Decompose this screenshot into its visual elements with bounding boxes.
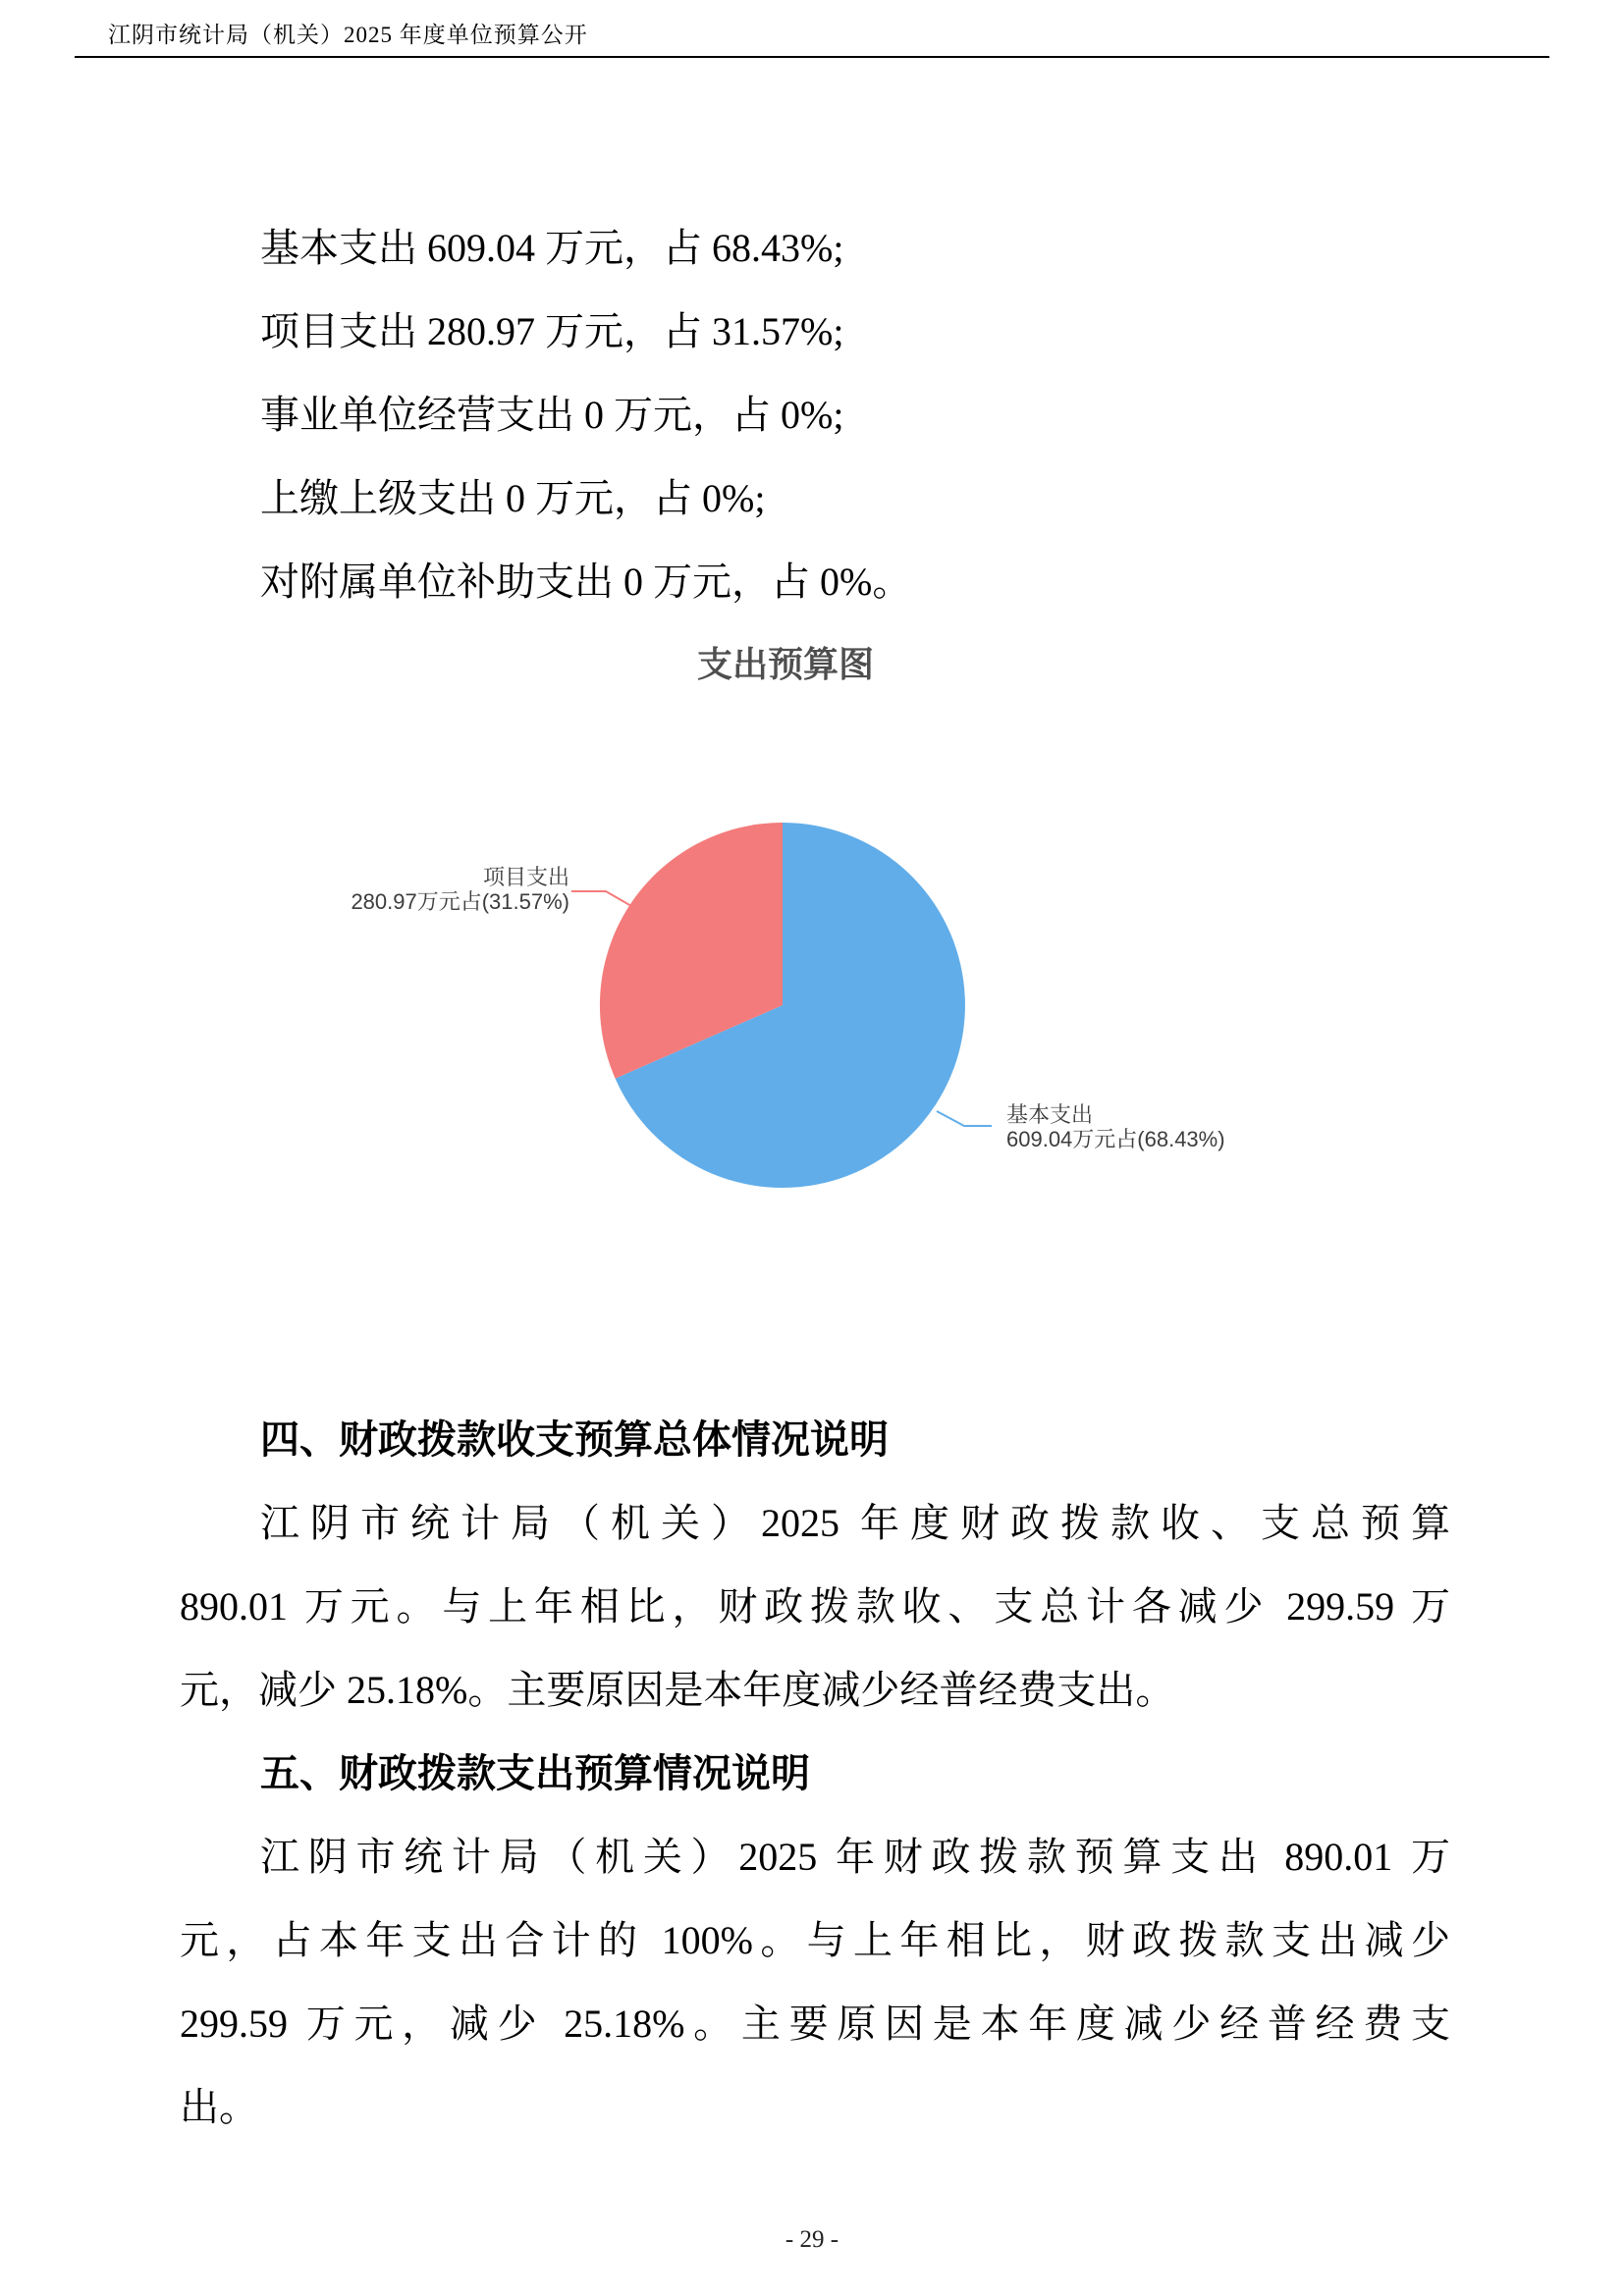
page-number: - 29 - [785,2226,839,2253]
sections [180,1398,1450,2149]
expense-line: 上缴上级支出 0 万元，占 0%; [260,476,766,520]
paragraph-line: 江阴市统计局（机关）2025 年度财政拨款收、支总预算 [260,1501,1450,1545]
label-line-basic [937,1111,992,1126]
expense-pie-chart [295,687,1276,1237]
expense-line: 事业单位经营支出 0 万元，占 0%; [260,393,844,437]
label-project-name: 项目支出 [482,865,569,889]
paragraph-line: 299.59 万元，减少 25.18%。主要原因是本年度减少经普经费支 [180,2002,1450,2046]
paragraph-line: 江阴市统计局（机关）2025 年财政拨款预算支出 890.01 万 [260,1835,1450,1879]
label-project-value: 280.97万元占(31.57%) [351,889,569,914]
expense-line: 对附属单位补助支出 0 万元，占 0%。 [260,560,912,604]
paragraph-line: 元，占本年支出合计的 100%。与上年相比，财政拨款支出减少 [180,1918,1450,1962]
expense-summary-list [260,206,1450,623]
label-line-project [571,891,631,906]
header-divider [75,56,1549,58]
page-header-text: 江阴市统计局（机关）2025 年度单位预算公开 [108,23,588,47]
paragraph-line: 出。 [180,2085,258,2129]
paragraph-line: 元，减少 25.18%。主要原因是本年度减少经普经费支出。 [180,1668,1175,1712]
section5-heading: 五、财政拨款支出预算情况说明 [260,1751,810,1795]
expense-line: 项目支出 280.97 万元，占 31.57%; [260,309,844,353]
paragraph-line: 890.01 万元。与上年相比，财政拨款收、支总计各减少 299.59 万 [180,1584,1450,1629]
section4-heading: 四、财政拨款收支预算总体情况说明 [260,1417,889,1462]
label-basic-name: 基本支出 [1006,1102,1094,1127]
expense-line: 基本支出 609.04 万元，占 68.43%; [260,226,844,270]
label-basic-value: 609.04万元占(68.43%) [1006,1127,1225,1151]
chart-title: 支出预算图 [696,644,874,684]
